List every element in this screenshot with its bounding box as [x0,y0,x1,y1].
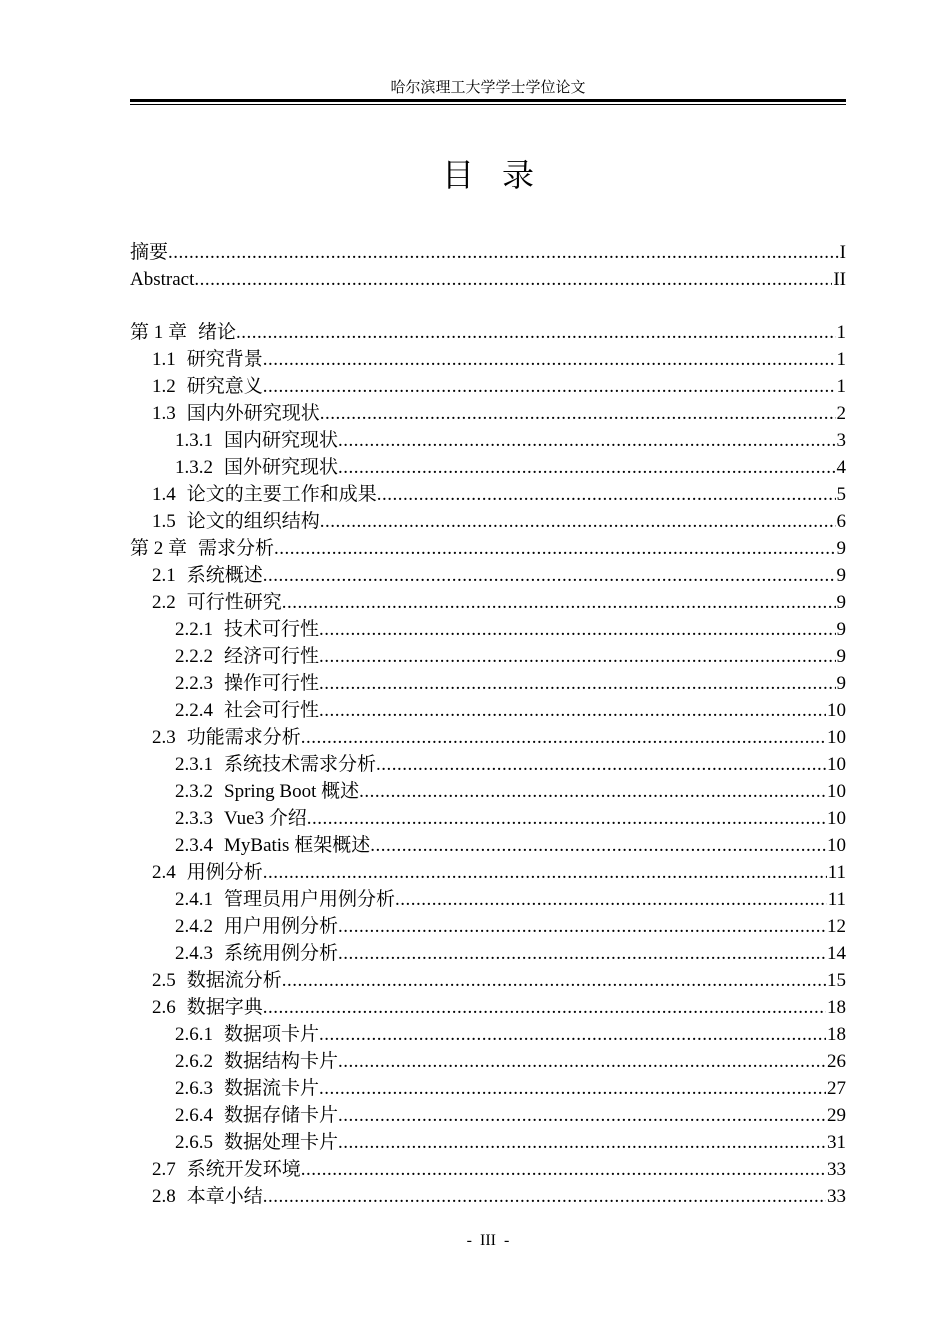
toc-entry-page: 9 [836,646,846,667]
dot-leader [263,562,836,589]
dot-leader [263,346,836,373]
toc-entry-label: 数据流分析 [186,970,282,991]
toc-entry[interactable] [130,373,846,400]
toc-entry-label: 国外研究现状 [224,457,339,478]
toc-entry[interactable] [130,1183,846,1210]
toc-entry-label: 系统用例分析 [224,943,339,964]
toc-entry-label: 研究背景 [186,349,263,370]
running-header: 哈尔滨理工大学学士学位论文 [390,80,586,96]
toc-entry-number: 1.3.1 [175,430,213,451]
toc-entry[interactable] [130,616,846,643]
toc-entry-label: 本章小结 [186,1186,263,1207]
toc-entry-page: 26 [827,1051,846,1072]
toc-entry[interactable] [130,859,846,886]
page-title: 目录 [441,157,562,193]
toc-entry-label: MyBatis 框架概述 [224,835,371,856]
toc-entry-page: 6 [836,511,846,532]
table-of-contents [130,239,846,1210]
dot-leader [168,239,839,266]
toc-entry-page: 18 [827,1024,846,1045]
dot-leader [236,319,835,346]
toc-entry-number: 1.2 [152,376,176,397]
toc-entry-page: 29 [827,1105,846,1126]
dot-leader [320,400,836,427]
toc-entry[interactable] [130,454,846,481]
dot-leader [370,832,826,859]
dot-leader [338,1102,826,1129]
toc-entry-number: 2.4.1 [175,889,213,910]
toc-entry-label: 国内外研究现状 [186,403,320,424]
toc-entry-page: 3 [836,430,846,451]
dot-leader [263,994,826,1021]
toc-entry-label: 系统概述 [186,565,263,586]
toc-entry-page: 9 [836,619,846,640]
toc-entry-number: 2.3.3 [175,808,213,829]
dot-leader [319,670,835,697]
toc-entry-page: II [833,269,846,290]
toc-entry-label: 论文的主要工作和成果 [186,484,377,505]
dot-leader [320,508,836,535]
toc-entry-number: 2.2.3 [175,673,213,694]
toc-entry-page: 31 [827,1132,846,1153]
toc-entry[interactable] [130,266,846,293]
toc-entry-page: 18 [827,997,846,1018]
toc-entry[interactable] [130,239,846,266]
dot-leader [376,751,826,778]
toc-entry-page: 4 [836,457,846,478]
toc-entry-page: 11 [827,862,846,883]
toc-entry-page: 10 [827,808,846,829]
toc-entry-page: 12 [827,916,846,937]
toc-entry[interactable] [130,1156,846,1183]
toc-entry-number: 1.5 [152,511,176,532]
toc-entry-page: 9 [836,565,846,586]
toc-entry[interactable] [130,508,846,535]
toc-entry-label: 功能需求分析 [186,727,301,748]
toc-entry-number: 2.2.2 [175,646,213,667]
toc-entry-label: 绪论 [198,322,237,343]
toc-entry[interactable] [130,1048,846,1075]
toc-entry-number: 2.2 [152,592,176,613]
toc-entry[interactable] [130,481,846,508]
toc-entry-page: 10 [827,727,846,748]
header-rule-thin [130,104,846,105]
dot-leader [301,724,826,751]
dot-leader [319,1021,826,1048]
toc-entry[interactable] [130,1021,846,1048]
toc-entry-page: 1 [836,322,846,343]
toc-entry-number: 2.4.2 [175,916,213,937]
toc-entry[interactable] [130,724,846,751]
toc-entry-number: 2.6.1 [175,1024,213,1045]
toc-entry[interactable] [130,1075,846,1102]
toc-entry-page: 33 [827,1159,846,1180]
toc-entry-label: 用户用例分析 [224,916,339,937]
toc-entry-label: 数据结构卡片 [224,1051,339,1072]
toc-entry-page: 10 [827,700,846,721]
dot-leader [319,1075,826,1102]
toc-entry-number: 2.2.1 [175,619,213,640]
toc-entry-number: 2.3.1 [175,754,213,775]
toc-entry[interactable] [130,346,846,373]
toc-entry[interactable] [130,697,846,724]
dot-leader [319,643,835,670]
toc-entry-label: 社会可行性 [224,700,320,721]
toc-entry-page: I [839,242,846,263]
dot-leader [274,535,835,562]
dot-leader [263,373,836,400]
toc-entry[interactable] [130,1102,846,1129]
toc-entry-number: 2.3 [152,727,176,748]
dot-leader [359,778,826,805]
toc-entry[interactable] [130,913,846,940]
toc-entry-page: 10 [827,835,846,856]
toc-entry-number: 2.4.3 [175,943,213,964]
toc-entry-page: 11 [827,889,846,910]
dot-leader [338,940,826,967]
toc-entry-label: 数据存储卡片 [224,1105,339,1126]
toc-entry[interactable] [130,1129,846,1156]
toc-entry-number: 1.3 [152,403,176,424]
toc-entry-page: 9 [836,592,846,613]
toc-entry-page: 33 [827,1186,846,1207]
toc-entry-label: 研究意义 [186,376,263,397]
toc-entry-label: Vue3 介绍 [224,808,307,829]
dot-leader [263,859,827,886]
dot-leader [338,1129,826,1156]
toc-entry-number: 1.4 [152,484,176,505]
toc-entry[interactable] [130,940,846,967]
toc-entry-label: 技术可行性 [224,619,320,640]
toc-entry-number: 2.7 [152,1159,176,1180]
toc-entry-number: 2.3.4 [175,835,213,856]
toc-entry-label: 数据流卡片 [224,1078,320,1099]
dot-leader [338,1048,826,1075]
dot-leader [338,427,835,454]
dot-leader [307,805,826,832]
toc-entry-number: 1.3.2 [175,457,213,478]
toc-entry-label: 需求分析 [198,538,275,559]
toc-entry-label: 操作可行性 [224,673,320,694]
toc-entry-label: 经济可行性 [224,646,320,667]
toc-entry[interactable] [130,778,846,805]
toc-entry-page: 14 [827,943,846,964]
toc-entry-number: 2.3.2 [175,781,213,802]
toc-entry[interactable] [130,886,846,913]
toc-entry-label: 数据处理卡片 [224,1132,339,1153]
toc-entry-number: 2.6.2 [175,1051,213,1072]
toc-entry-label: 国内研究现状 [224,430,339,451]
toc-entry[interactable] [130,670,846,697]
toc-entry[interactable] [130,751,846,778]
dot-leader [338,913,826,940]
toc-entry-page: 27 [827,1078,846,1099]
dot-leader [263,1183,826,1210]
toc-entry-number: 2.6.3 [175,1078,213,1099]
dot-leader [301,1156,826,1183]
toc-entry[interactable] [130,994,846,1021]
header-rule-thick [130,99,846,102]
toc-entry-page: 1 [836,349,846,370]
toc-entry-number: 1.1 [152,349,176,370]
dot-leader [319,616,835,643]
toc-entry[interactable] [130,805,846,832]
toc-entry-label: 可行性研究 [186,592,282,613]
toc-entry-page: 2 [836,403,846,424]
toc-entry-label: Abstract [130,269,195,290]
toc-entry-number: 2.1 [152,565,176,586]
toc-entry[interactable] [130,427,846,454]
toc-entry-label: 摘要 [130,242,169,263]
toc-entry-label: 数据项卡片 [224,1024,320,1045]
toc-entry-label: 用例分析 [186,862,263,883]
dot-leader [194,266,832,293]
toc-entry-label: 系统技术需求分析 [224,754,377,775]
toc-entry-number: 2.4 [152,862,176,883]
toc-entry-number: 2.6 [152,997,176,1018]
toc-entry[interactable] [130,535,846,562]
toc-entry[interactable] [130,589,846,616]
toc-entry-label: 系统开发环境 [186,1159,301,1180]
toc-entry-page: 9 [836,673,846,694]
toc-entry-page: 10 [827,781,846,802]
toc-entry-page: 1 [836,376,846,397]
toc-entry-page: 10 [827,754,846,775]
toc-entry[interactable] [130,643,846,670]
dot-leader [338,454,835,481]
dot-leader [319,697,826,724]
toc-entry-number: 2.6.4 [175,1105,213,1126]
dot-leader [395,886,827,913]
dot-leader [377,481,836,508]
toc-entry[interactable] [130,400,846,427]
toc-entry[interactable] [130,967,846,994]
toc-entry-page: 15 [827,970,846,991]
toc-entry[interactable] [130,832,846,859]
toc-entry[interactable] [130,319,846,346]
toc-entry-page: 5 [836,484,846,505]
toc-entry-number: 2.6.5 [175,1132,213,1153]
toc-entry-label: 数据字典 [186,997,263,1018]
dot-leader [282,967,826,994]
toc-entry-number: 2.2.4 [175,700,213,721]
dot-leader [282,589,836,616]
toc-entry-number: 第 1 章 [130,322,188,343]
toc-entry-page: 9 [836,538,846,559]
toc-entry-number: 2.8 [152,1186,176,1207]
toc-entry-label: 论文的组织结构 [186,511,320,532]
page-number: - III - [466,1232,510,1249]
toc-entry-number: 第 2 章 [130,538,188,559]
toc-entry[interactable] [130,562,846,589]
toc-entry-number: 2.5 [152,970,176,991]
toc-entry-label: Spring Boot 概述 [224,781,360,802]
toc-entry-label: 管理员用户用例分析 [224,889,396,910]
